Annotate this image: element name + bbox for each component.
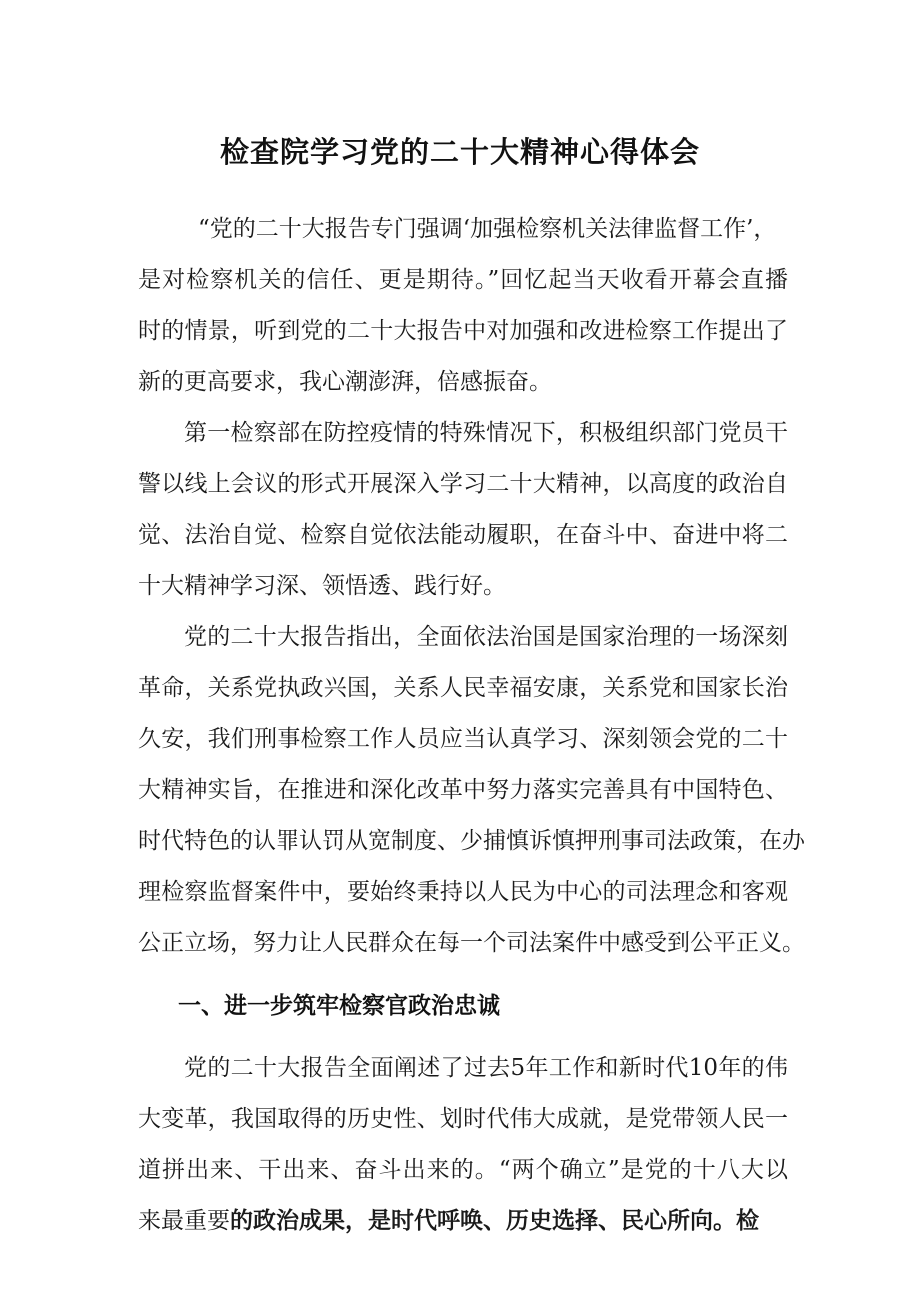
paragraph-line: 道拼出来、干出来、奋斗出来的。“两个确立”是党的十八大以 <box>138 1157 788 1183</box>
paragraph-line: 公正立场，努力让人民群众在每一个司法案件中感受到公平正义。 <box>138 930 805 956</box>
paragraph-line: 时的情景，听到党的二十大报告中对加强和改进检察工作提出了 <box>138 318 788 344</box>
paragraph-line: 久安，我们刑事检察工作人员应当认真学习、深刻领会党的二十 <box>138 726 788 752</box>
section-heading: 一、进一步筑牢检察官政治忠诚 <box>178 993 500 1019</box>
paragraph-line: 觉、法治自觉、检察自觉依法能动履职，在奋斗中、奋进中将二 <box>138 522 788 548</box>
paragraph-line: 大变革，我国取得的历史性、划时代伟大成就，是党带领人民一 <box>138 1106 788 1132</box>
regular-text: 来最重要 <box>138 1208 230 1234</box>
emphasized-text: 的政治成果，是时代呼唤、历史选择、民心所向。检 <box>230 1208 759 1234</box>
paragraph-line: “党的二十大报告专门强调‘加强检察机关法律监督工作’， <box>198 216 777 242</box>
paragraph-line: 是对检察机关的信任、更是期待。”回忆起当天收看开幕会直播 <box>138 267 788 293</box>
paragraph-line: 理检察监督案件中，要始终秉持以人民为中心的司法理念和客观 <box>138 879 788 905</box>
paragraph-line: 革命，关系党执政兴国，关系人民幸福安康，关系党和国家长治 <box>138 675 788 701</box>
paragraph-line: 第一检察部在防控疫情的特殊情况下，积极组织部门党员干 <box>184 420 788 446</box>
paragraph-line-mixed <box>138 1203 788 1239</box>
paragraph-line: 党的二十大报告指出，全面依法治国是国家治理的一场深刻 <box>184 624 788 650</box>
paragraph-line: 警以线上会议的形式开展深入学习二十大精神，以高度的政治自 <box>138 471 788 497</box>
paragraph-line: 党的二十大报告全面阐述了过去5年工作和新时代10年的伟 <box>184 1055 788 1081</box>
paragraph-line: 新的更高要求，我心潮澎湃，倍感振奋。 <box>138 369 552 395</box>
paragraph-line: 十大精神学习深、领悟透、践行好。 <box>138 573 506 599</box>
page-title: 检查院学习党的二十大精神心得体会 <box>219 135 700 169</box>
paragraph-line: 大精神实旨，在推进和深化改革中努力落实完善具有中国特色、 <box>138 777 788 803</box>
paragraph-line: 时代特色的认罪认罚从宽制度、少捕慎诉慎押刑事司法政策，在办 <box>138 828 805 854</box>
